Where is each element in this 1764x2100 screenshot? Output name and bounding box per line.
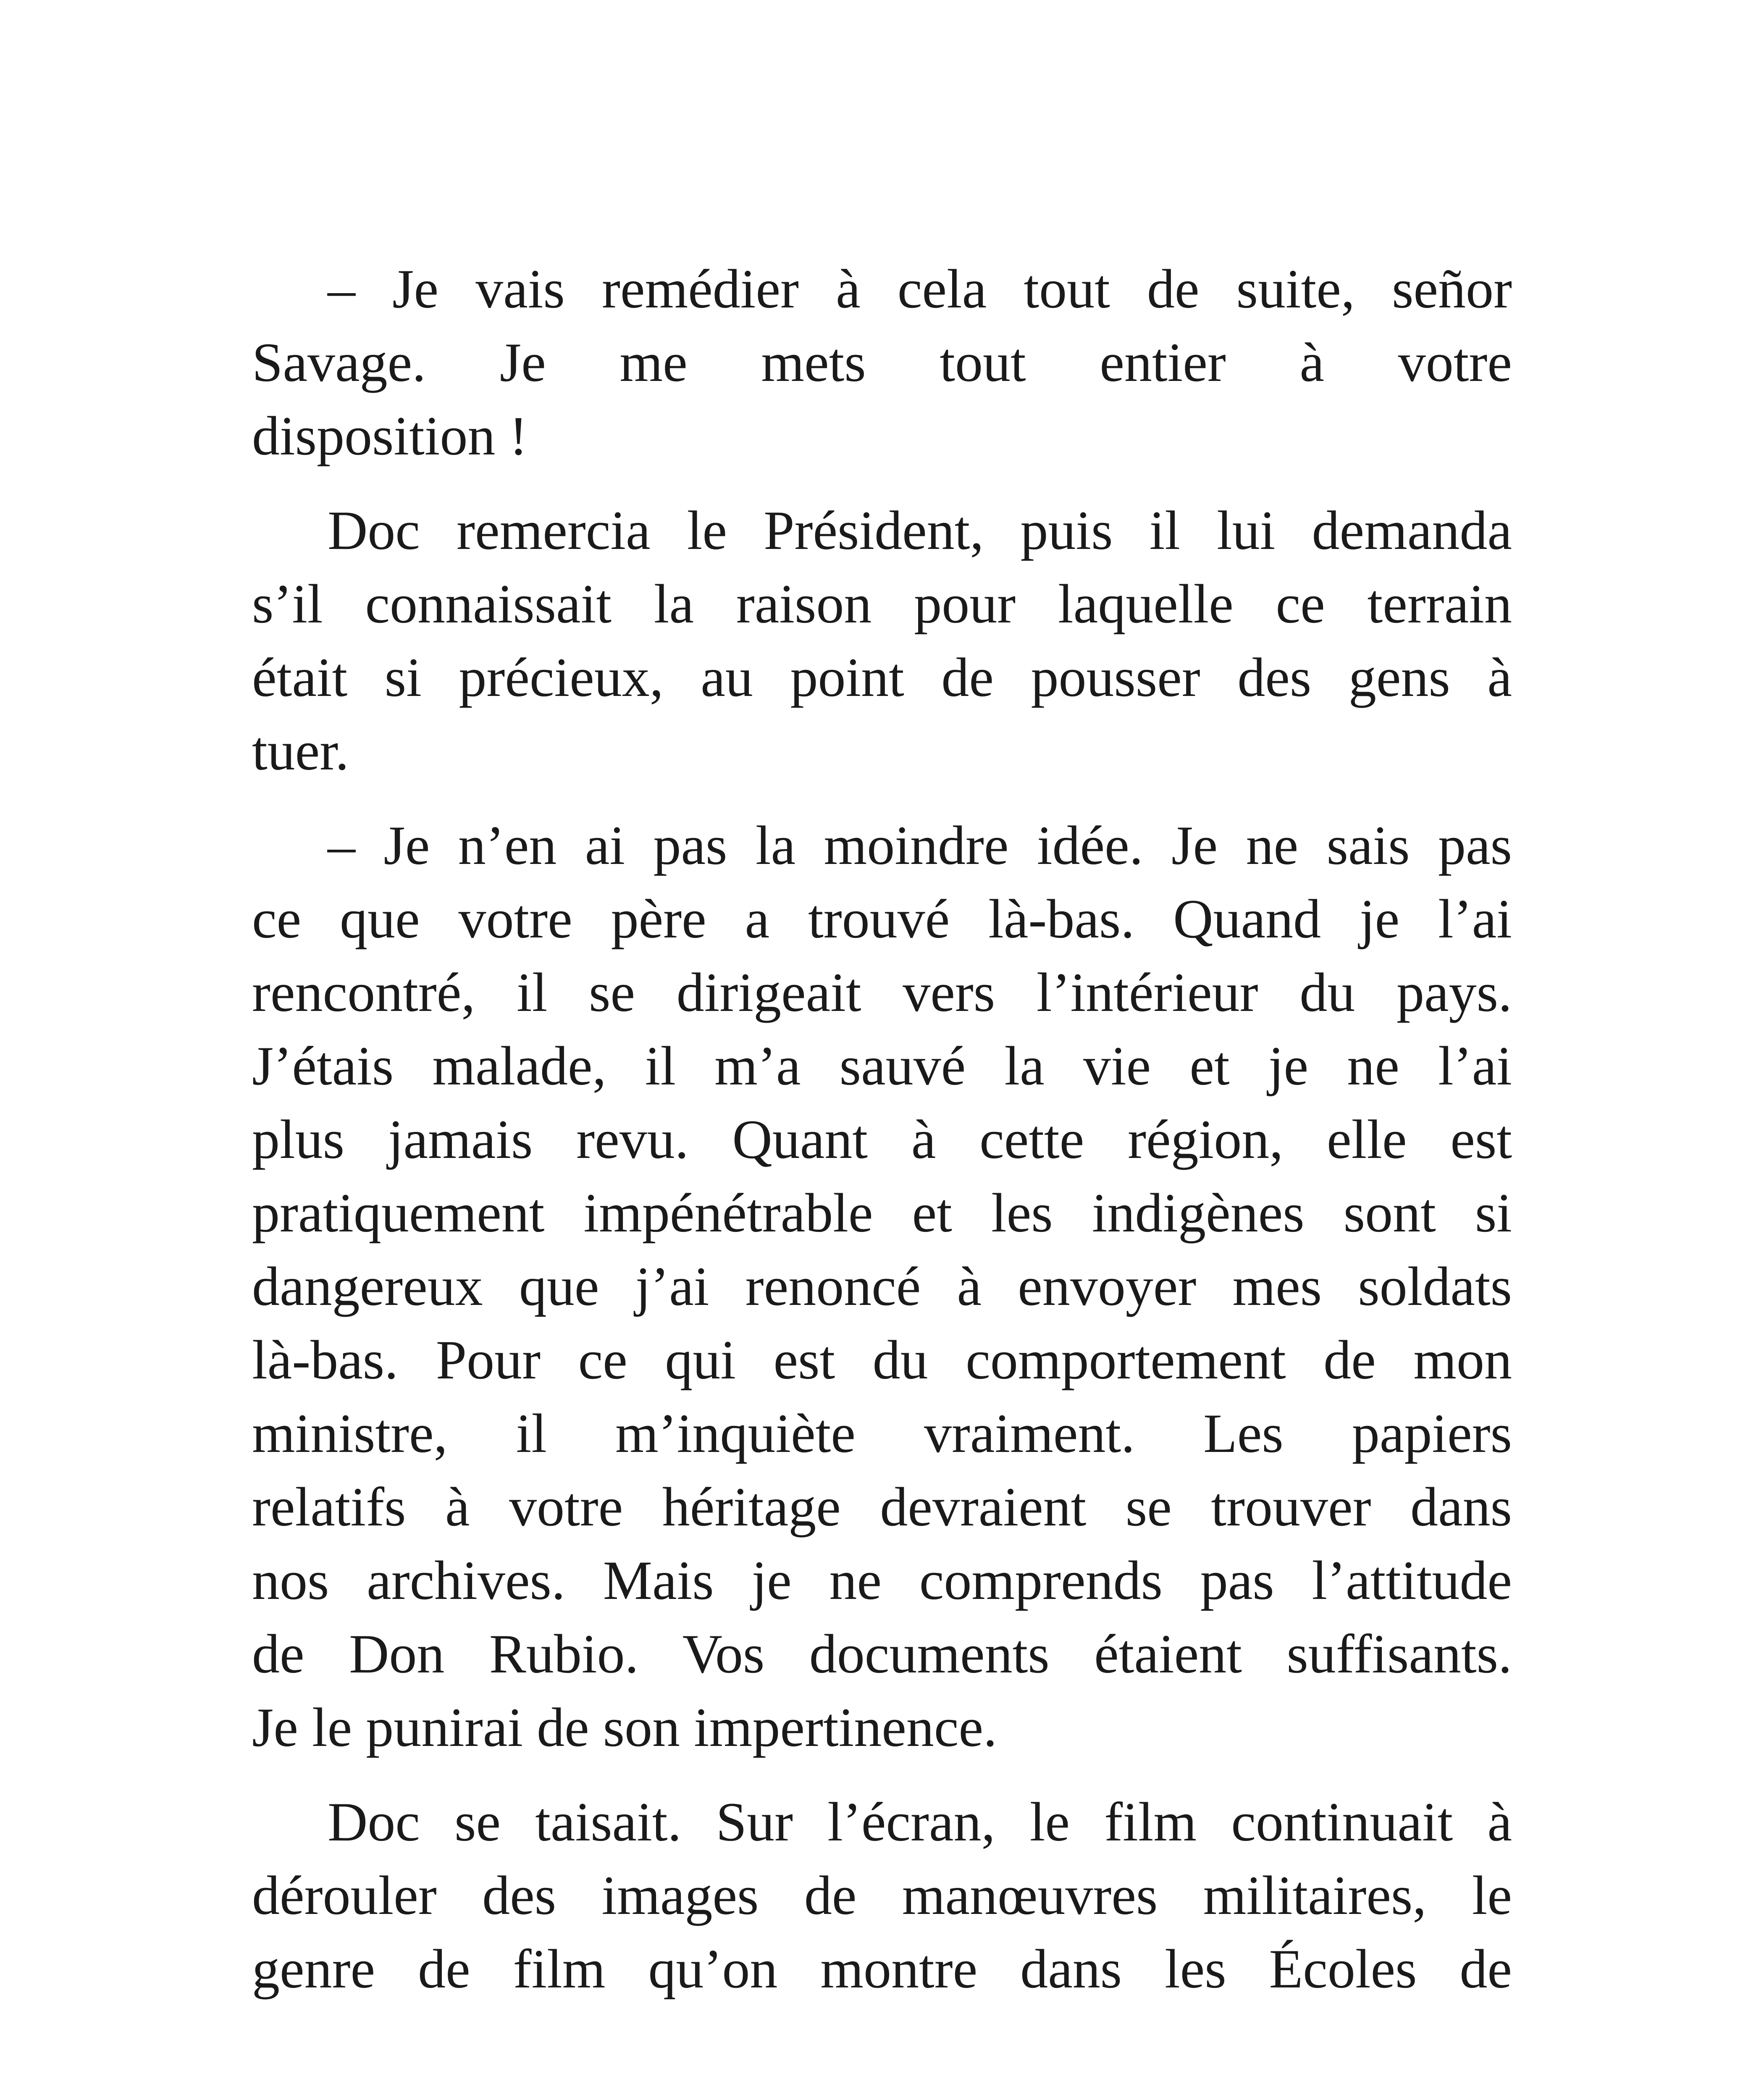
paragraph-1 xyxy=(252,252,1512,472)
text-line: rencontré, il se dirigeait vers l’intérieur du pays. xyxy=(252,961,1512,1023)
text-line: Je le punirai de son impertinence. xyxy=(252,1696,998,1758)
text-line: – Je n’en ai pas la moindre idée. Je ne sais pas xyxy=(328,814,1512,876)
text-line: tuer. xyxy=(252,720,349,782)
text-line: de Don Rubio. Vos documents étaient suffisants. xyxy=(252,1623,1512,1685)
text-line: nos archives. Mais je ne comprends pas l’attitude xyxy=(252,1549,1512,1611)
text-line: dangereux que j’ai renoncé à envoyer mes soldats xyxy=(252,1255,1512,1317)
text-line: s’il connaissait la raison pour laquelle ce terrain xyxy=(252,573,1512,635)
text-line: disposition ! xyxy=(252,405,528,467)
paragraph-4 xyxy=(252,1785,1512,2006)
text-line: là-bas. Pour ce qui est du comportement de mon xyxy=(252,1329,1512,1391)
text-line: était si précieux, au point de pousser des gens à xyxy=(252,646,1512,708)
text-line: ministre, il m’inquiète vraiment. Les papiers xyxy=(252,1402,1512,1464)
text-line: – Je vais remédier à cela tout de suite, señor xyxy=(328,258,1512,320)
text-line: J’étais malade, il m’a sauvé la vie et je ne l’ai xyxy=(252,1035,1512,1097)
paragraph-2 xyxy=(252,494,1512,788)
text-line: Doc se taisait. Sur l’écran, le film continuait à xyxy=(328,1791,1512,1853)
text-line: dérouler des images de manœuvres militaires, le xyxy=(252,1864,1512,1926)
text-line: plus jamais revu. Quant à cette région, elle est xyxy=(252,1108,1512,1170)
text-line: pratiquement impénétrable et les indigènes sont si xyxy=(252,1182,1512,1244)
body-text xyxy=(252,252,1512,2026)
paragraph-3 xyxy=(252,808,1512,1764)
text-line: ce que votre père a trouvé là-bas. Quand je l’ai xyxy=(252,888,1512,950)
text-line: genre de film qu’on montre dans les Écoles de xyxy=(252,1938,1512,2000)
text-line: relatifs à votre héritage devraient se trouver dans xyxy=(252,1476,1512,1538)
text-line: Doc remercia le Président, puis il lui demanda xyxy=(328,499,1512,561)
text-line: Savage. Je me mets tout entier à votre xyxy=(252,331,1512,393)
